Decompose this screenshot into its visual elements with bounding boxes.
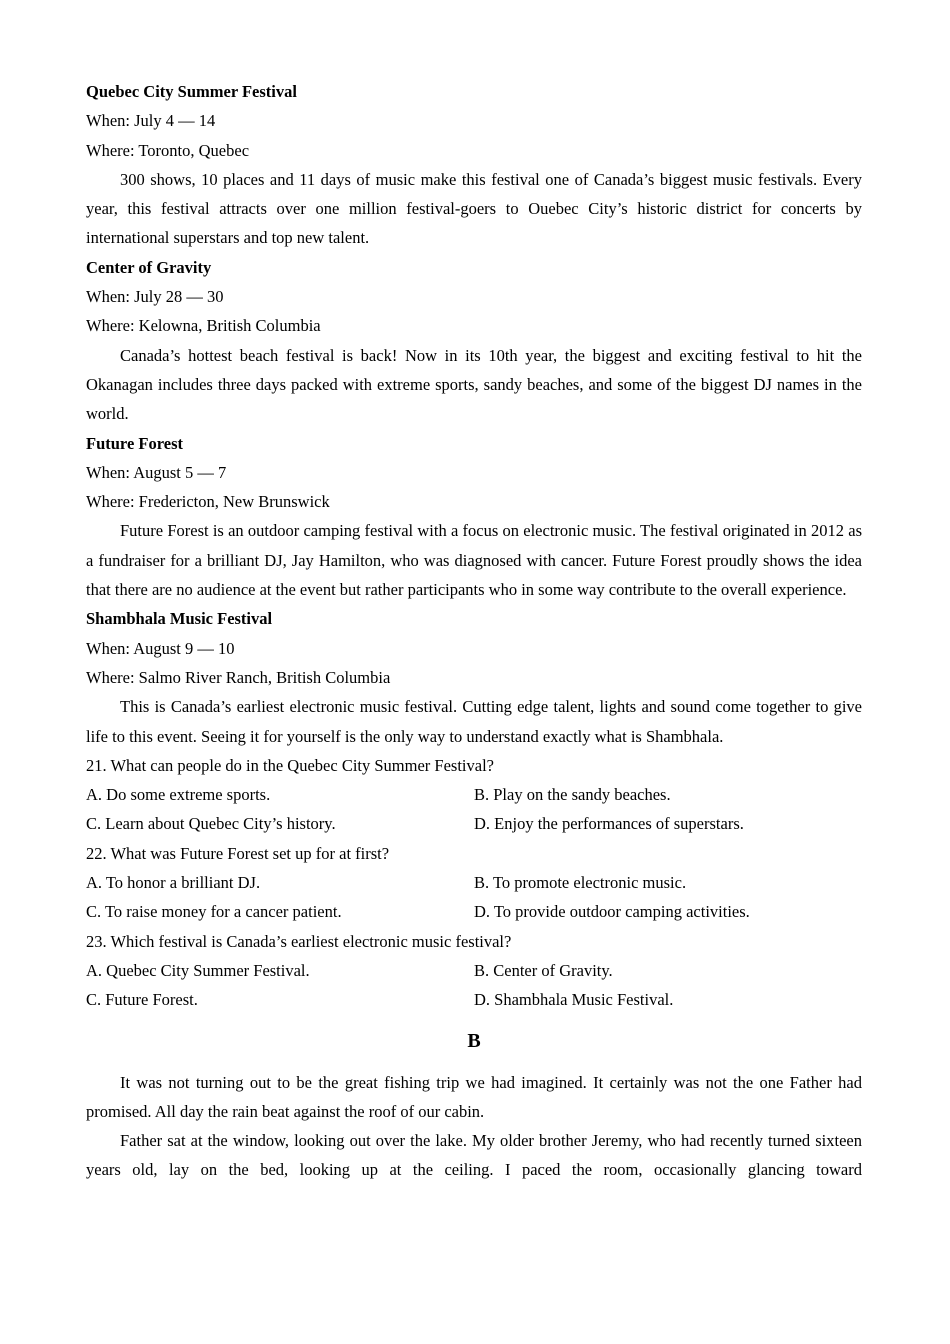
story-paragraph: Father sat at the window, looking out over the lake. My older brother Jeremy, who had recently turned sixteen years old, lay on the bed, looking up at the ceiling. I paced the room, occasionally glancing toward	[86, 1131, 862, 1180]
option-d: D. To provide outdoor camping activities.	[474, 902, 750, 922]
festival-block	[86, 253, 862, 429]
option-row	[86, 809, 862, 838]
option-row	[86, 985, 862, 1014]
festival-when: When: July 28 — 30	[86, 287, 224, 307]
festival-description: Canada’s hottest beach festival is back! Now in its 10th year, the biggest and exciting festival to hit the Okanagan includes three days packed with extreme sports, sandy beaches, and some of the biggest DJ names in the world.	[86, 345, 862, 424]
option-b: B. Play on the sandy beaches.	[474, 785, 671, 805]
festival-title: Future Forest	[86, 433, 183, 453]
option-row	[86, 956, 862, 985]
option-a: A. To honor a brilliant DJ.	[86, 873, 261, 893]
festival-description: Future Forest is an outdoor camping festival with a focus on electronic music. The festival originated in 2012 as a fundraiser for a brilliant DJ, Jay Hamilton, who was diagnosed with cancer. Future Forest proudly shows the idea that there are no audience at the event but rather participants who in some way contribute to the overall experience.	[86, 521, 862, 600]
question-stem: 22. What was Future Forest set up for at first?	[86, 843, 390, 863]
story-paragraph: It was not turning out to be the great fishing trip we had imagined. It certainly was not the one Father had promised. All day the rain beat against the roof of our cabin.	[86, 1072, 862, 1121]
option-row	[86, 897, 862, 926]
festival-block	[86, 604, 862, 750]
festival-title: Center of Gravity	[86, 257, 212, 277]
option-row	[86, 868, 862, 897]
question-stem: 23. Which festival is Canada’s earliest electronic music festival?	[86, 931, 512, 951]
festival-where: Where: Fredericton, New Brunswick	[86, 492, 330, 512]
festival-where: Where: Toronto, Quebec	[86, 140, 250, 160]
question-stem: 21. What can people do in the Quebec City Summer Festival?	[86, 755, 494, 775]
story-passage	[86, 1068, 862, 1185]
festival-when: When: August 9 — 10	[86, 638, 235, 658]
section-heading: B	[467, 1029, 481, 1052]
festival-block	[86, 429, 862, 605]
question-block	[86, 927, 862, 1015]
festival-title: Shambhala Music Festival	[86, 609, 273, 629]
question-block	[86, 839, 862, 927]
festival-when: When: August 5 — 7	[86, 462, 227, 482]
festival-block	[86, 77, 862, 253]
option-d: D. Shambhala Music Festival.	[474, 990, 674, 1010]
festival-where: Where: Kelowna, British Columbia	[86, 316, 321, 336]
option-c: C. Future Forest.	[86, 990, 198, 1010]
option-b: B. To promote electronic music.	[474, 873, 687, 893]
option-c: C. To raise money for a cancer patient.	[86, 902, 342, 922]
question-block	[86, 751, 862, 839]
festival-description: 300 shows, 10 places and 11 days of music make this festival one of Canada’s biggest music festivals. Every year, this festival attracts over one million festival-goers to Ouebec City’s historic district for concerts by international superstars and top new talent.	[86, 169, 862, 248]
option-a: A. Quebec City Summer Festival.	[86, 960, 310, 980]
option-row	[86, 780, 862, 809]
document-page	[86, 77, 862, 1185]
option-d: D. Enjoy the performances of superstars.	[474, 814, 744, 834]
festival-title: Quebec City Summer Festival	[86, 82, 297, 101]
option-a: A. Do some extreme sports.	[86, 785, 271, 805]
option-c: C. Learn about Quebec City’s history.	[86, 814, 336, 834]
festival-description: This is Canada’s earliest electronic music festival. Cutting edge talent, lights and sound come together to give life to this event. Seeing it for yourself is the only way to understand exactly what is Shambhala.	[86, 697, 862, 746]
festival-where: Where: Salmo River Ranch, British Columbia	[86, 667, 391, 687]
option-b: B. Center of Gravity.	[474, 960, 613, 980]
festival-when: When: July 4 — 14	[86, 111, 216, 131]
